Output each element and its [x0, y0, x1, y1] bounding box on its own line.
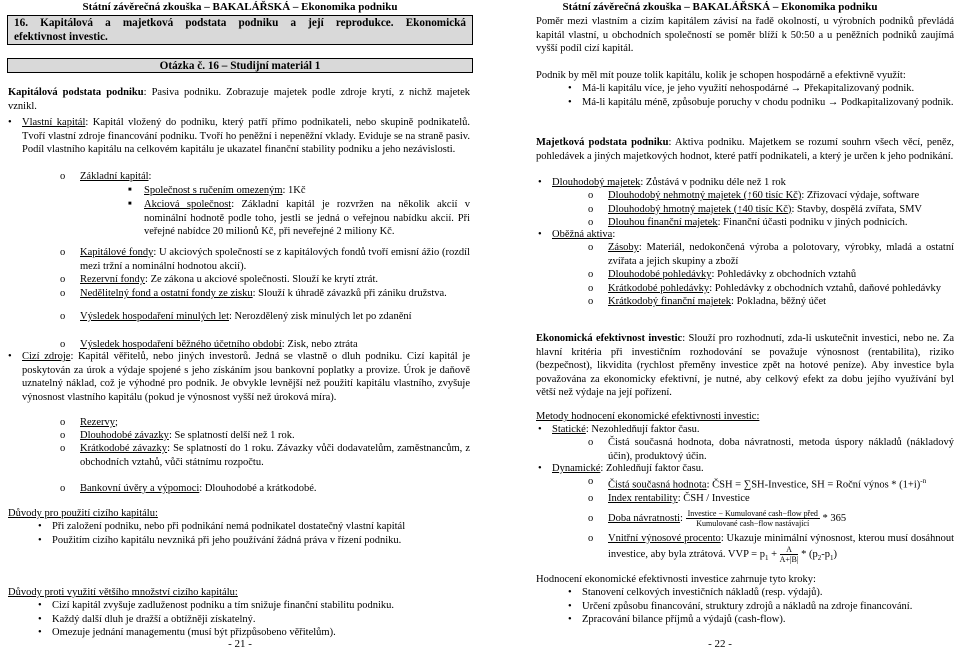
dhm-term: Dlouhodobý hmotný majetek (↑40 tisíc Kč)	[608, 203, 792, 215]
dlm-item	[552, 176, 954, 190]
cizi-zdroje	[8, 350, 470, 404]
rez-item	[80, 273, 470, 287]
dynamicke-list	[608, 475, 954, 566]
zakladni-suffix: :	[148, 171, 152, 182]
dlm-list	[608, 189, 954, 230]
vvp-item	[608, 532, 954, 566]
dynamicke	[552, 462, 954, 476]
dlouh-term: Dlouhodobé závazky	[80, 430, 169, 441]
metody-title	[536, 410, 954, 424]
hodnoceni-list	[582, 586, 954, 627]
duvody-proti-item-2: • Každý další dluh je dražší a obtížněji získatelný.	[52, 613, 470, 627]
duvody-proti-list	[52, 599, 470, 640]
dyn-term: Dynamické	[552, 463, 601, 474]
dlouh-def: : Se splatností delší než 1 rok.	[168, 430, 295, 441]
dlouh-item	[80, 429, 470, 443]
csh2-def: : ČSH = ∑SH-Investice, SH = Roční výnos * (1+i)	[706, 479, 921, 491]
oa-list	[608, 241, 954, 309]
sro-term: Společnost s ručením omezeným	[144, 185, 283, 196]
fondy-term: Kapitálové fondy	[80, 247, 154, 258]
sro-def: : 1Kč	[282, 185, 306, 196]
dn-denominator: Kumulované cash−flow nastávající	[696, 518, 810, 528]
duvody-pro-title	[8, 507, 470, 521]
rez-def: : Ze zákona u akciové společnosti. Slouží ke krytí ztrát.	[145, 274, 378, 285]
zakladni-term: Základní kapitál	[80, 171, 149, 182]
dyn-item	[552, 462, 954, 476]
vlastni-term: Vlastní kapitál	[22, 117, 86, 128]
vh-item	[80, 310, 470, 324]
dhm-def: : Stavby, dospělá zvířata, SMV	[791, 203, 922, 215]
as-term: Akciová společnost	[144, 199, 232, 210]
krat-term: Krátkodobé závazky	[80, 443, 168, 454]
vvp-sub2: 2	[817, 554, 822, 563]
hodnoceni-title: Hodnocení ekonomické efektivnosti investice zahrnuje tyto kroky:	[536, 574, 816, 585]
kp-term: Krátkodobé pohledávky	[608, 282, 710, 294]
kp-def: : Pohledávky z obchodních vztahů, daňové pohledávky	[709, 282, 942, 294]
vvp-fraction	[780, 545, 799, 564]
vvp-sub1b: 1	[829, 554, 834, 563]
vvp-denominator: A+|B|	[779, 555, 799, 565]
dp-def: : Pohledávky z obchodních vztahů	[711, 269, 857, 281]
kfm-term: Krátkodobý finanční majetek	[608, 296, 732, 308]
dlouhodoby-majetek	[552, 176, 954, 190]
kap-term: Kapitálová podstata podniku	[8, 87, 144, 98]
topic-title-line2: efektivnost investic.	[14, 31, 108, 43]
stat-term: Statické	[552, 424, 586, 435]
rezervy-item	[80, 416, 470, 430]
dp-item	[608, 268, 954, 282]
dnm-term: Dlouhodobý nehmotný majetek (↑60 tisíc Kč)	[608, 190, 802, 201]
dnm-item	[608, 189, 954, 203]
rezervy	[80, 416, 470, 430]
duvody-pro-list	[52, 520, 470, 547]
ned-def: : Slouží k úhradě závazků při zániku družstva.	[252, 288, 447, 299]
question-box	[7, 58, 473, 73]
duvody-pro-item-1: • Při založení podniku, nebo při podnikání nemá podnikatel dostatečný vlastní kapitál	[52, 520, 470, 534]
duvody-pro-heading: Důvody pro použití cizího kapitálu:	[8, 508, 158, 519]
topic-title-line1: 16. Kapitálová a majetková podstata podniku a její reprodukce. Ekonomická	[14, 17, 466, 29]
vh-def: : Nerozdělený zisk minulých let po zdanění	[229, 311, 412, 322]
csh2-exponent: -n	[920, 477, 927, 485]
cizi-def: : Kapitál věřitelů, nebo jiných investorů. Jedná se vlastně o dluh podniku. Cizí kapitál je poskytován za úrok a výdaje spojené s jeho získáním jsou bankovní poplatky a provize. Úrok je daňově uznatelný náklad, což je výhodné pro podnik. Je obvykle levnější než použití kapitálu vlastního, zvyšuje výnosnost vlastního kapitálu (pokud je výnosnost vyšší než úroková míra).	[22, 351, 470, 403]
ee-term: Ekonomická efektivnost investic	[536, 333, 683, 344]
duvody-proti-item-3: • Omezuje jednání managementu (musí být přizpůsobeno věřitelům).	[52, 626, 470, 640]
dn-term: Doba návratnosti	[608, 512, 681, 524]
rezervy-def: ;	[114, 417, 118, 428]
zas-term: Zásoby	[608, 242, 639, 253]
page-header: Státní závěrečná zkouška – BAKALÁŘSKÁ – Ekonomika podniku	[562, 1, 878, 13]
kfm-item	[608, 295, 954, 309]
stat-def: : Nezohledňují faktor času.	[585, 424, 700, 435]
oa-suffix: :	[612, 229, 616, 240]
podnik-text: Podnik by měl mít pouze tolik kapitálu, kolik je schopen hospodárně a efektivně využít:	[536, 70, 906, 81]
bank-term: Bankovní úvěry a výpomoci	[80, 483, 200, 494]
krat-item	[80, 442, 470, 469]
dnm-def: : Zřizovací výdaje, software	[801, 190, 920, 201]
vvp-numerator: A	[780, 545, 799, 555]
oa-item	[552, 228, 954, 242]
hodn-item-1: • Stanovení celkových investičních nákladů (resp. výdajů).	[582, 586, 954, 600]
dyn-def: : Zohledňují faktor času.	[600, 463, 704, 474]
sro	[144, 184, 470, 198]
staticke	[552, 423, 954, 437]
rezervni-fondy	[80, 273, 470, 287]
topic-title-box	[7, 15, 473, 45]
intro-paragraph: Poměr mezi vlastním a cizím kapitálem závisí na řadě okolností, u výrobních podniků převládá kapitál vlastní, u obchodních společností se poměr blíží k 50:50 a u peněžních podniků zaujímá vyšší podíl cizí kapitál.	[536, 16, 954, 55]
vvp-tail: * (p	[798, 549, 818, 561]
fondy-def: : U akciových společností se z kapitálových fondů tvoří emisní ážio (rozdíl mezi tržní a nominální hodnotou akcií).	[80, 247, 470, 272]
page-number: - 22 -	[708, 638, 732, 651]
page-right	[480, 0, 960, 654]
vvp-minus: -p	[821, 549, 830, 561]
question-title: Otázka č. 16 – Studijní materiál 1	[159, 60, 321, 72]
bank-item	[80, 482, 470, 496]
vlastni-def: : Kapitál vložený do podniku, který patří přímo podnikateli, nebo skupině podnikatelů. Tvoří vlastní zdroje financování podniku. Tvoří ho peněžní i nepeněžní vklady. Eviduje se na straně pasiv. Podíl vlastního kapitálu na celkovém kapitálu je ukazatel finanční stability podniku a jeho nezávislosti.	[22, 117, 470, 156]
kap-def: : Pasiva podniku. Zobrazuje majetek podle zdroje krytí, z nichž majetek vznikl.	[8, 87, 470, 112]
kfm-def: : Pokladna, běžný účet	[731, 296, 827, 308]
sro-item	[144, 184, 470, 198]
dn-multiplier: * 365	[819, 512, 847, 524]
podnik-list	[582, 82, 954, 109]
staticke-list	[608, 436, 954, 463]
dfm-def: : Finanční účasti podniku v jiných podnicích.	[717, 217, 908, 229]
majetkova-podstata	[536, 136, 954, 163]
cizi-term: Cizí zdroje	[22, 351, 71, 362]
ned-item	[80, 287, 470, 301]
vvp-sub1: 1	[764, 554, 769, 563]
podnik-item-2: • Má-li kapitálu méně, způsobuje poruchy v chodu podniku → Podkapitalizovaný podnik.	[582, 96, 954, 110]
bank-def: : Dlouhodobé a krátkodobé.	[199, 483, 317, 494]
dfm-term: Dlouhou finanční majetek	[608, 217, 718, 229]
obezna-aktiva	[552, 228, 954, 242]
dlouhodobe-zavazky	[80, 429, 470, 443]
dlm-def: : Zůstává v podniku déle než 1 rok	[640, 177, 786, 188]
nedelitelny-fond	[80, 287, 470, 301]
zakladni-kapital	[80, 170, 470, 184]
ekonomicka-efektivnost	[536, 332, 954, 400]
as	[144, 198, 470, 239]
vvp-term: Vnitřní výnosové procento	[608, 532, 721, 544]
cizi-item	[22, 350, 470, 404]
vvp-close: )	[833, 549, 837, 561]
kapitalove-fondy	[80, 246, 470, 273]
hodn-item-3: • Zpracování bilance příjmů a výdajů (cash-flow).	[582, 613, 954, 627]
bankovni-uvery	[80, 482, 470, 496]
rez-term: Rezervní fondy	[80, 274, 146, 285]
kp-item	[608, 282, 954, 296]
vhb-def: : Zisk, nebo ztráta	[281, 339, 358, 350]
dn-numerator: Investice − Kumulované cash−flow před	[687, 508, 818, 518]
vlastni-kapital	[8, 116, 470, 157]
zakladni-item	[80, 170, 470, 184]
ir-term: Index rentability	[608, 493, 678, 505]
dn-colon: :	[680, 512, 683, 524]
dhm-item	[608, 203, 954, 217]
dn-fraction	[686, 509, 820, 528]
zas-item	[608, 241, 954, 268]
hodn-item-2: • Určení způsobu financování, struktury zdrojů a nákladů na zdroje financování.	[582, 600, 954, 614]
duvody-pro-item-2: • Použitím cizího kapitálu nevzniká při jeho používání žádná práva v řízení podniku.	[52, 534, 470, 548]
rezervy-term: Rezervy	[80, 417, 115, 428]
duvody-proti-item-1: • Cizí kapitál zvyšuje zadluženost podniku a tím snižuje finanční stabilitu podniku.	[52, 599, 470, 613]
csh2-term: Čistá současná hodnota	[608, 479, 707, 491]
oa-term: Oběžná aktiva	[552, 229, 613, 240]
dlm-term: Dlouhodobý majetek	[552, 177, 641, 188]
fondy-item	[80, 246, 470, 273]
csh2-item	[608, 475, 954, 492]
page-header: Státní závěrečná zkouška – BAKALÁŘSKÁ – Ekonomika podniku	[82, 1, 398, 13]
vh-term: Výsledek hospodaření minulých let	[80, 311, 230, 322]
maj-term: Majetková podstata podniku	[536, 137, 669, 148]
kapitalova-podstata	[8, 86, 470, 113]
dn-item	[608, 506, 954, 532]
maj-def: : Aktiva podniku. Majetkem se rozumí souhrn všech věcí, peněz, pohledávek a jiných majetkových hodnot, které patří podnikateli, a který je určen k jeho podnikání.	[536, 137, 954, 162]
stat-item	[552, 423, 954, 437]
vvp-def: : Ukazuje minimální výnosnost, kterou musí dosáhnout investice, aby byla ztrátová. VVP = p	[608, 532, 954, 561]
vhb-term: Výsledek hospodaření běžného účetního období	[80, 339, 282, 350]
ir-def: : ČSH / Investice	[677, 493, 750, 505]
vh-minulych-let	[80, 310, 470, 324]
dp-term: Dlouhodobé pohledávky	[608, 269, 712, 281]
metody-heading: Metody hodnocení ekonomické efektivnosti investic:	[536, 411, 760, 422]
duvody-proti-title	[8, 586, 470, 600]
krat-def: : Se splatností do 1 roku. Závazky vůči dodavatelům, zaměstnancům, z obchodních vztahů, vůči státnímu rozpočtu.	[80, 443, 471, 468]
ned-term: Nedělitelný fond a ostatní fondy ze zisku	[80, 288, 253, 299]
ir-item	[608, 492, 954, 506]
page-number: - 21 -	[228, 638, 252, 651]
as-item	[144, 198, 470, 239]
csh-item: o Čistá současná hodnota, doba návratnosti, metoda úspory nákladů (nákladový účin), produktový účin.	[608, 436, 954, 463]
kratkodobe-zavazky	[80, 442, 470, 469]
duvody-proti-heading: Důvody proti využití většího množství cizího kapitálu:	[8, 587, 238, 598]
vvp-plus: +	[768, 549, 780, 561]
ee-def: : Slouží pro rozhodnutí, zda-li uskutečnit investici, nebo ne. Za hlavní kritéria při investičním rozhodování se považuje výnosnost (rentabilita), riziko (bezpečnost), likvidita (rychlost přeměny investice zpět na hotové peníze). Aby investice byla považována za ekonomicky efektivní, je nutné, aby celkový efekt za dobu jejího využívání byl větší než výdaje na její pořízení.	[536, 333, 954, 399]
vlastni-item	[22, 116, 470, 157]
zas-def: : Materiál, nedokončená výroba a polotovary, výrobky, mladá a ostatní zvířata a jejich skupiny a zboží	[608, 242, 954, 267]
podnik-item-1: • Má-li kapitálu více, je jeho využití nehospodárné → Překapitalizovaný podnik.	[582, 82, 954, 96]
as-def: : Základní kapitál je rozvržen na několik akcií v nominální hodnotě podle toho, jestli se jedná o veřejnou nabídku akcií. Při veřejné nabídce 20 milionů Kč, při neveřejné 2 miliony Kč.	[144, 199, 471, 238]
